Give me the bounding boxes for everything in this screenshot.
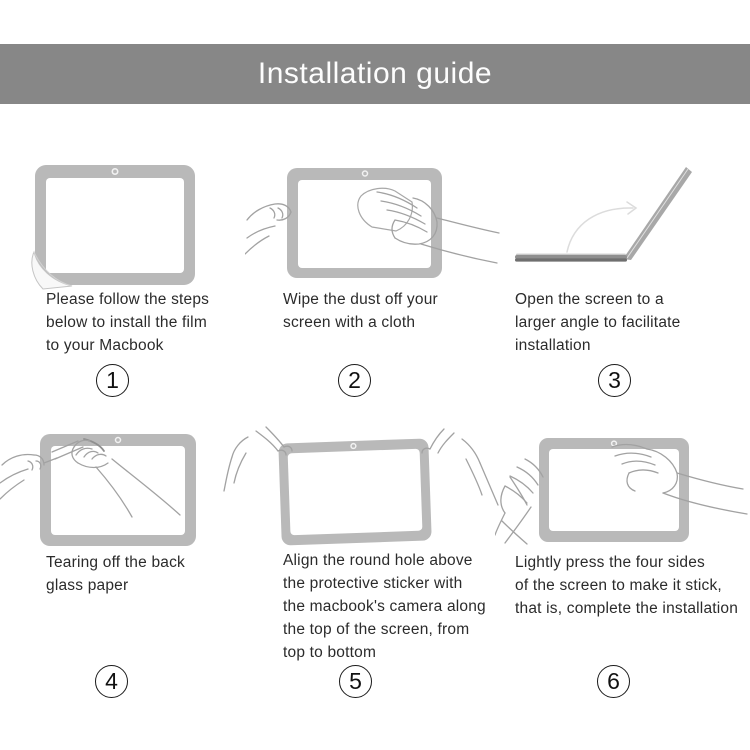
caption-line: of the screen to make it stick, [515, 577, 722, 594]
align-film-camera-icon [222, 425, 528, 557]
caption-line: top to bottom [283, 644, 377, 661]
caption-line: glass paper [46, 577, 129, 594]
step-3-caption [515, 288, 680, 357]
macbook-film-peel-icon [30, 158, 202, 292]
step-2-number-badge: 2 [338, 364, 371, 397]
open-arrow [567, 202, 636, 252]
step-4-number-badge: 4 [95, 665, 128, 698]
laptop-open-angle-icon [503, 158, 727, 282]
caption-line: Please follow the steps [46, 291, 210, 308]
step-1-number-badge: 1 [96, 364, 129, 397]
press-four-sides-icon [495, 425, 750, 557]
tablet-screen [46, 178, 184, 273]
step-4-caption [46, 551, 185, 597]
caption-line: the macbook's camera along [283, 598, 486, 615]
laptop-base [515, 254, 627, 262]
step-6-caption [515, 551, 738, 620]
caption-line: Open the screen to a [515, 291, 664, 308]
caption-line: Wipe the dust off your [283, 291, 438, 308]
caption-line: the protective sticker with [283, 575, 463, 592]
caption-line: larger angle to facilitate [515, 314, 681, 331]
caption-line: Tearing off the back [46, 554, 185, 571]
caption-line: installation [515, 337, 591, 354]
tablet-screen [288, 449, 423, 536]
step-5-caption [283, 549, 486, 664]
caption-line: the top of the screen, from [283, 621, 470, 638]
step-2-caption [283, 288, 438, 334]
step-6-number-badge: 6 [597, 665, 630, 698]
caption-line: that is, complete the installation [515, 600, 739, 617]
tablet-screen [51, 446, 185, 535]
caption-line: screen with a cloth [283, 314, 416, 331]
left-hand-pressing [495, 459, 543, 543]
caption-line: Align the round hole above [283, 552, 473, 569]
left-hand-holding-edge [245, 204, 291, 254]
step-5-number-badge: 5 [339, 665, 372, 698]
film-sheet [278, 438, 431, 545]
caption-line: to your Macbook [46, 337, 164, 354]
header-banner [0, 44, 750, 104]
step-3-number-badge: 3 [598, 364, 631, 397]
tear-back-paper-icon [0, 425, 260, 560]
caption-line: below to install the film [46, 314, 207, 331]
caption-line: Lightly press the four sides [515, 554, 705, 571]
wipe-screen-cloth-icon [245, 158, 505, 290]
page-title: Installation guide [257, 57, 493, 90]
tablet-screen [549, 449, 679, 531]
step-1-caption [46, 288, 209, 357]
